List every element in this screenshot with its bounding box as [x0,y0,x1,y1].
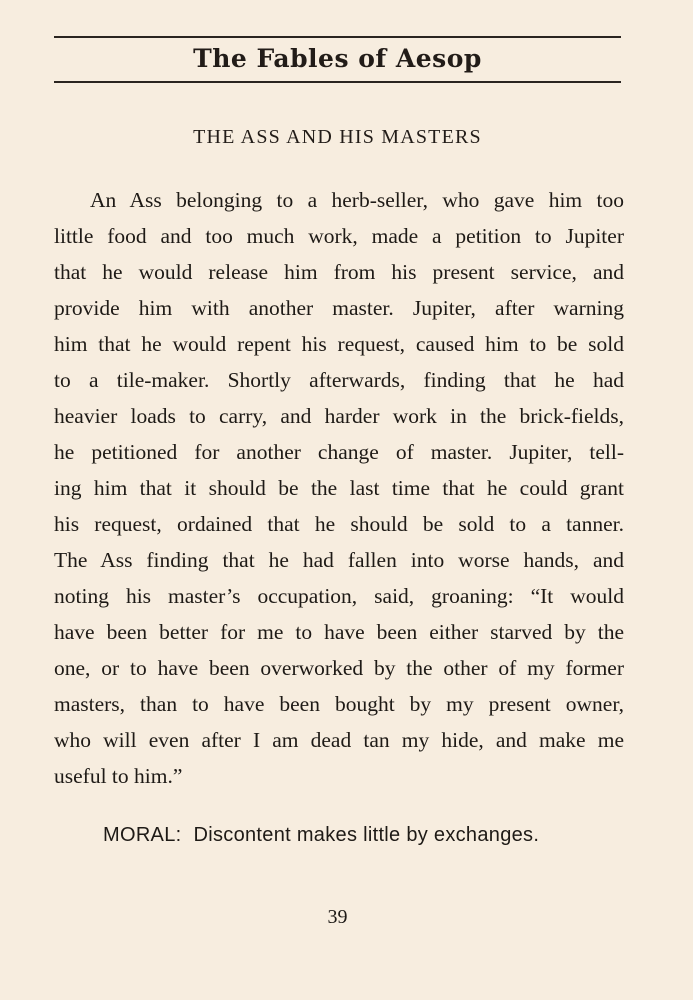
body-line: noting his master’s occupation, said, groaning: “It would [54,584,624,608]
body-line: heavier loads to carry, and harder work in the brick-fields, [54,404,624,428]
page-number: 39 [327,906,348,928]
body-line: to a tile-maker. Shortly afterwards, finding that he had [54,368,624,392]
body-line: have been better for me to have been either starved by the [54,620,624,644]
body-line: masters, than to have been bought by my present owner, [54,692,624,716]
body-line: that he would release him from his present service, and [54,260,624,284]
body-line: him that he would repent his request, caused him to be sold [54,332,624,356]
body-line: he petitioned for another change of master. Jupiter, tell- [54,440,624,464]
body-line: one, or to have been overworked by the other of my former [54,656,624,680]
header-top-rule [54,36,621,38]
body-line: who will even after I am dead tan my hide, and make me [54,728,624,752]
body-line: little food and too much work, made a petition to Jupiter [54,224,624,248]
body-line: useful to him.” [54,764,183,788]
body-line: An Ass belonging to a herb-seller, who gave him too [90,188,624,212]
body-line: ing him that it should be the last time that he could grant [54,476,624,500]
fable-title: THE ASS AND HIS MASTERS [193,126,482,148]
moral-label: MORAL: [103,824,182,846]
body-line: his request, ordained that he should be sold to a tanner. [54,512,624,536]
body-line: provide him with another master. Jupiter, after warning [54,296,624,320]
moral-text: Discontent makes little by exchanges. [193,824,540,846]
header-bottom-rule [54,81,621,83]
fable-body [54,182,624,794]
moral [103,824,539,847]
body-line: The Ass finding that he had fallen into worse hands, and [54,548,624,572]
running-header: The Fables of Aesop [193,44,482,73]
